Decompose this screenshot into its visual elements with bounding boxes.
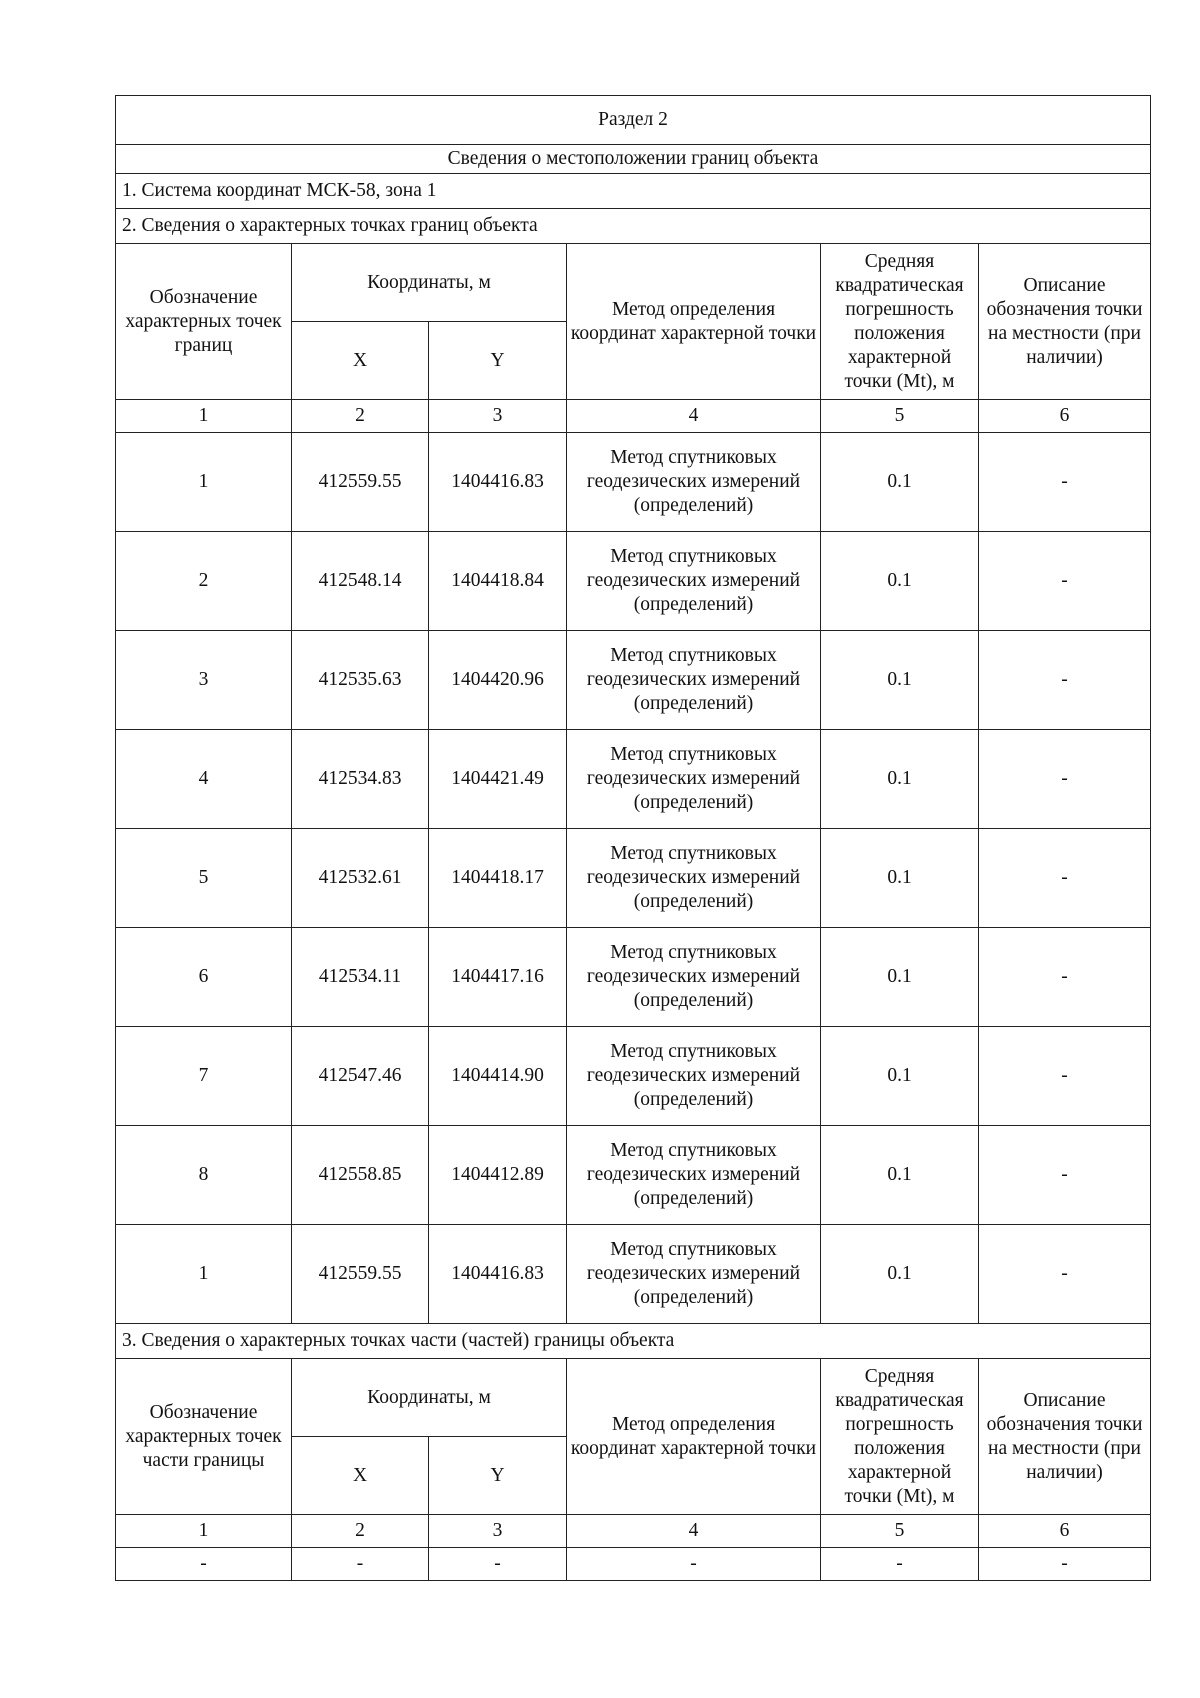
point-description: - [979, 532, 1151, 631]
section-subtitle: Сведения о местоположении границ объекта [116, 145, 1151, 174]
column-number: 3 [429, 1515, 567, 1548]
point-x: 412548.14 [292, 532, 429, 631]
point-mt: 0.1 [821, 928, 979, 1027]
point-method: Метод спутниковых геодезических измерений (определений) [567, 532, 821, 631]
point-description: - [979, 631, 1151, 730]
point-mt: 0.1 [821, 433, 979, 532]
point-mt: 0.1 [821, 829, 979, 928]
point-y: 1404420.96 [429, 631, 567, 730]
point-description: - [979, 1225, 1151, 1324]
parts-cell: - [429, 1548, 567, 1581]
header-designation-parts: Обозначение характерных точек части границы [116, 1359, 292, 1515]
column-number: 1 [116, 400, 292, 433]
boundary-table [115, 95, 1151, 1581]
point-y: 1404421.49 [429, 730, 567, 829]
parts-cell: - [567, 1548, 821, 1581]
point-description: - [979, 928, 1151, 1027]
header-method: Метод определения координат характерной точки [567, 244, 821, 400]
point-method: Метод спутниковых геодезических измерений (определений) [567, 631, 821, 730]
column-number: 4 [567, 1515, 821, 1548]
table-row [116, 1027, 1151, 1126]
column-number: 2 [292, 400, 429, 433]
table-row [116, 829, 1151, 928]
point-method: Метод спутниковых геодезических измерений (определений) [567, 433, 821, 532]
table-row [116, 1225, 1151, 1324]
parts-section-title: 3. Сведения о характерных точках части (частей) границы объекта [116, 1324, 1151, 1359]
points-section-title: 2. Сведения о характерных точках границ объекта [116, 209, 1151, 244]
point-id: 3 [116, 631, 292, 730]
column-number-row [116, 400, 1151, 433]
point-y: 1404417.16 [429, 928, 567, 1027]
table-row [116, 1126, 1151, 1225]
parts-cell: - [292, 1548, 429, 1581]
point-y: 1404416.83 [429, 433, 567, 532]
header-coords-parts: Координаты, м [292, 1359, 567, 1437]
point-y: 1404418.17 [429, 829, 567, 928]
column-number: 2 [292, 1515, 429, 1548]
header-description-parts: Описание обозначения точки на местности (при наличии) [979, 1359, 1151, 1515]
parts-cell: - [821, 1548, 979, 1581]
header-y: Y [429, 322, 567, 400]
point-id: 7 [116, 1027, 292, 1126]
header-description: Описание обозначения точки на местности (при наличии) [979, 244, 1151, 400]
column-number: 6 [979, 1515, 1151, 1548]
point-method: Метод спутниковых геодезических измерений (определений) [567, 1126, 821, 1225]
point-y: 1404412.89 [429, 1126, 567, 1225]
point-mt: 0.1 [821, 1027, 979, 1126]
column-number: 6 [979, 400, 1151, 433]
table-row [116, 730, 1151, 829]
point-id: 1 [116, 1225, 292, 1324]
header-error-parts: Средняя квадратическая погрешность положения характерной точки (Mt), м [821, 1359, 979, 1515]
point-method: Метод спутниковых геодезических измерений (определений) [567, 730, 821, 829]
point-method: Метод спутниковых геодезических измерений (определений) [567, 1225, 821, 1324]
point-method: Метод спутниковых геодезических измерений (определений) [567, 1027, 821, 1126]
header-method-parts: Метод определения координат характерной точки [567, 1359, 821, 1515]
point-mt: 0.1 [821, 631, 979, 730]
point-mt: 0.1 [821, 1225, 979, 1324]
point-x: 412559.55 [292, 1225, 429, 1324]
point-mt: 0.1 [821, 532, 979, 631]
column-number: 4 [567, 400, 821, 433]
point-description: - [979, 1027, 1151, 1126]
header-error: Средняя квадратическая погрешность положения характерной точки (Mt), м [821, 244, 979, 400]
point-x: 412559.55 [292, 433, 429, 532]
point-y: 1404416.83 [429, 1225, 567, 1324]
point-mt: 0.1 [821, 730, 979, 829]
parts-cell: - [116, 1548, 292, 1581]
point-y: 1404418.84 [429, 532, 567, 631]
point-id: 6 [116, 928, 292, 1027]
header-x-parts: X [292, 1437, 429, 1515]
table-row [116, 532, 1151, 631]
point-method: Метод спутниковых геодезических измерений (определений) [567, 928, 821, 1027]
parts-data-row [116, 1548, 1151, 1581]
coord-system: 1. Система координат МСК-58, зона 1 [116, 174, 1151, 209]
point-x: 412534.11 [292, 928, 429, 1027]
header-y-parts: Y [429, 1437, 567, 1515]
column-number-row [116, 1515, 1151, 1548]
point-description: - [979, 730, 1151, 829]
table-row [116, 631, 1151, 730]
point-y: 1404414.90 [429, 1027, 567, 1126]
section-title: Раздел 2 [116, 96, 1151, 145]
point-id: 4 [116, 730, 292, 829]
point-method: Метод спутниковых геодезических измерений (определений) [567, 829, 821, 928]
table-row [116, 433, 1151, 532]
point-x: 412547.46 [292, 1027, 429, 1126]
header-coords: Координаты, м [292, 244, 567, 322]
point-x: 412532.61 [292, 829, 429, 928]
point-mt: 0.1 [821, 1126, 979, 1225]
point-id: 8 [116, 1126, 292, 1225]
point-description: - [979, 1126, 1151, 1225]
point-x: 412558.85 [292, 1126, 429, 1225]
column-number: 1 [116, 1515, 292, 1548]
point-description: - [979, 829, 1151, 928]
table-row [116, 928, 1151, 1027]
header-designation: Обозначение характерных точек границ [116, 244, 292, 400]
column-number: 3 [429, 400, 567, 433]
point-id: 2 [116, 532, 292, 631]
column-number: 5 [821, 400, 979, 433]
header-x: X [292, 322, 429, 400]
point-x: 412534.83 [292, 730, 429, 829]
point-id: 5 [116, 829, 292, 928]
parts-cell: - [979, 1548, 1151, 1581]
point-x: 412535.63 [292, 631, 429, 730]
point-id: 1 [116, 433, 292, 532]
column-number: 5 [821, 1515, 979, 1548]
point-description: - [979, 433, 1151, 532]
